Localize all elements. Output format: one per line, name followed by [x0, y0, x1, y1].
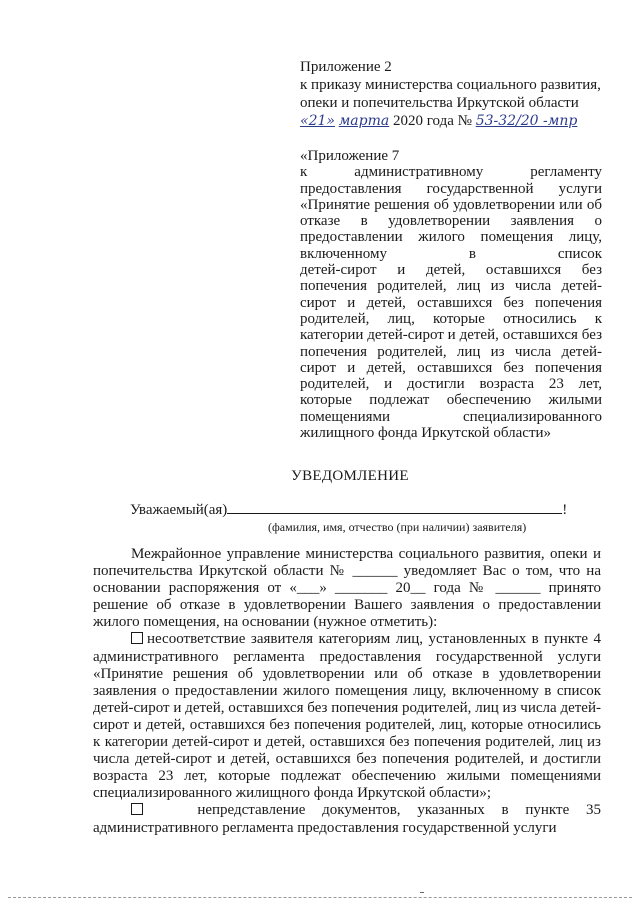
addressee-blank — [227, 500, 562, 514]
checkbox-icon — [131, 632, 143, 644]
addressee-line — [130, 500, 600, 519]
appendix-2-header — [300, 58, 606, 130]
notification-body — [93, 546, 601, 837]
page-bottom-edge — [8, 897, 632, 898]
appendix-2-title: Приложение 2 — [300, 59, 392, 75]
addressee-hint: (фамилия, имя, отчество (при наличии) заявителя) — [268, 520, 527, 534]
addressee-label: Уважаемый(ая) — [130, 502, 228, 518]
handwritten-month: марта — [338, 113, 390, 129]
reason-item-2 — [93, 802, 601, 836]
date-year: 2020 года № — [393, 113, 472, 129]
reason-item-1-text: несоответствие заявителя категориям лиц, установленных в пункте 4 административного регламента предоставления государственной услуги «Принятие решения об удовлетворении или об отказе в удовлетворении заявления о предоставлении жилого помещения лицу, включенному в список детей-сирот и детей, оставшихся без попечения родителей, лиц из числа детей-сирот и детей, оставшихся без попечения родителей, лиц, которые относились к категории детей-сирот и детей, оставшихся без попечения родителей, лиц из числа детей-сирот и детей, оставшихся без попечения родителей, и достигли возраста 23 лет, которые подлежат обеспечению жилыми помещениями специализированного жилищного фонда Иркутской области»; — [93, 631, 601, 802]
scan-mark — [420, 892, 424, 893]
appendix-7-line: сирот и детей, оставшихся без попечения — [300, 359, 602, 376]
appendix-7-line: детей-сирот и детей, оставшихся без — [300, 262, 602, 279]
appendix-7-line: к административному регламенту — [300, 164, 602, 181]
appendix-2-line-1: к приказу министерства социального развития, — [300, 77, 601, 93]
addressee-end-mark: ! — [562, 502, 568, 518]
appendix-7-header — [300, 148, 602, 441]
appendix-7-line: которые подлежат обеспечению жилыми — [300, 392, 602, 409]
reason-item-1 — [93, 631, 601, 802]
checkbox-icon — [131, 803, 143, 815]
appendix-7-line: попечения родителей, лиц из числа детей- — [300, 343, 602, 360]
reason-item-2-text: непредставление документов, указанных в пункте 35 административного регламента предоставления государственной услуги — [93, 802, 601, 836]
appendix-7-line: жилищного фонда Иркутской области» — [300, 425, 552, 442]
intro-paragraph: Межрайонное управление министерства социального развития, опеки и попечительства Иркутской области № ______ уведомляет Вас о том, что на основании распоряжения от «___» _______ 20__ года № ______ принято решение об отказе в удовлетворении Вашего заявления о предоставлении жилого помещения, на основании (нужное отметить): — [93, 546, 601, 631]
appendix-7-line: родителей, и достигли возраста 23 лет, — [300, 376, 602, 393]
document-title: УВЕДОМЛЕНИЕ — [291, 468, 409, 484]
appendix-7-line: включенному в список — [300, 245, 602, 262]
appendix-7-line: категории детей-сирот и детей, оставшихся без — [300, 327, 602, 344]
appendix-7-line: попечения родителей, лиц из числа детей- — [300, 278, 602, 295]
handwritten-order-number: 53-32/20 -мпр — [475, 113, 578, 129]
appendix-7-line: отказе в удовлетворении заявления о — [300, 213, 602, 230]
handwritten-day: «21» — [300, 113, 335, 129]
appendix-7-line: предоставления государственной услуги — [300, 180, 602, 197]
appendix-7-line: «Принятие решения об удовлетворении или об — [300, 196, 602, 213]
appendix-7-line: помещениями специализированного — [300, 408, 602, 425]
appendix-7-line: родителей, лиц, которые относились к — [300, 310, 602, 327]
appendix-7-line: сирот и детей, оставшихся без попечения — [300, 294, 602, 311]
appendix-7-title: «Приложение 7 — [300, 148, 400, 164]
appendix-2-line-2: опеки и попечительства Иркутской области — [300, 95, 579, 111]
appendix-7-line: предоставлении жилого помещения лицу, — [300, 229, 602, 246]
appendix-2-date-line — [300, 112, 606, 130]
